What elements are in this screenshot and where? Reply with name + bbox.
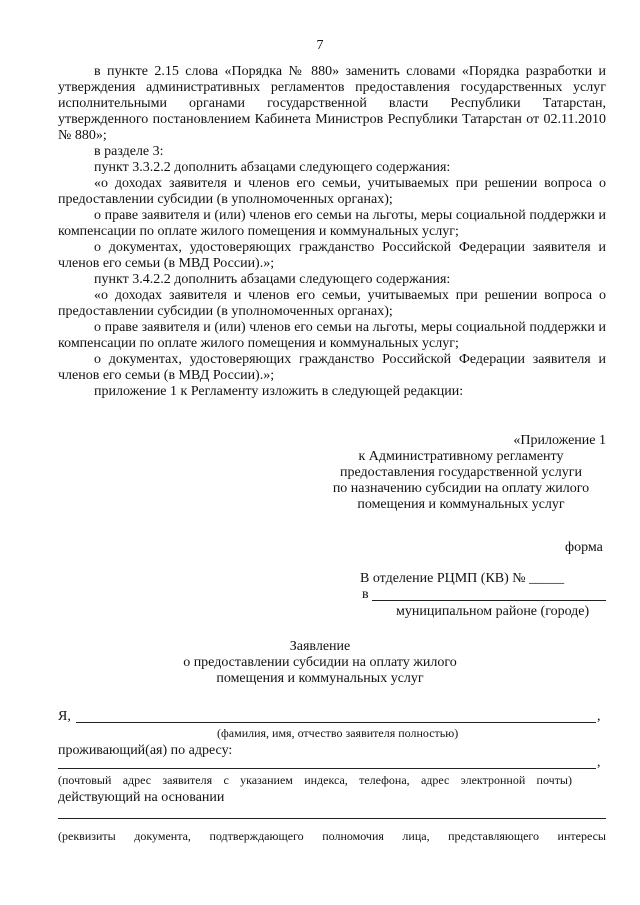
amendment-text [58,64,606,400]
address-comma: , [597,755,601,770]
paragraph: о праве заявителя и (или) членов его семьи на льготы, меры социальной поддержки и компенсации по оплате жилого помещения и коммунальных услуг; [58,208,606,239]
appendix-line-5: помещения и коммунальных услуг [357,497,565,512]
paragraph: о документах, удостоверяющих гражданство Российской Федерации заявителя и членов его семьи (в МВД России).»; [58,240,606,271]
appendix-line-2: к Административному регламенту [358,449,564,464]
department-in-prefix: в [362,587,369,602]
paragraph: о праве заявителя и (или) членов его семьи на льготы, меры социальной поддержки и компенсации по оплате жилого помещения и коммунальных услуг; [58,320,606,351]
department-district: муниципальном районе (городе) [396,604,590,619]
basis-input-line[interactable] [58,818,606,819]
paragraph: «о доходах заявителя и членов его семьи, учитываемых при решении вопроса о предоставлении субсидии (в уполномоченных органах); [58,288,606,319]
department-blank-line[interactable] [372,600,606,601]
statement-subtitle-1: о предоставлении субсидии на оплату жилого [183,655,457,670]
address-input-line[interactable] [58,768,596,769]
basis-label: действующий на основании [58,790,225,805]
paragraph: приложение 1 к Регламенту изложить в следующей редакции: [94,384,464,399]
name-caption: (фамилия, имя, отчество заявителя полностью) [217,726,459,740]
form-label: форма [565,540,603,555]
page-number: 7 [316,38,324,53]
appendix-line-3: предоставления государственной услуги [340,465,582,480]
paragraph: пункт 3.4.2.2 дополнить абзацами следующего содержания: [94,272,451,287]
paragraph: пункт 3.3.2.2 дополнить абзацами следующего содержания: [94,160,451,175]
appendix-heading [316,433,606,513]
paragraph: в разделе 3: [94,144,164,159]
name-input-line[interactable] [76,722,596,723]
paragraph: в пункте 2.15 слова «Порядка № 880» заменить словами «Порядка разработки и утверждения административных регламентов предоставления государственных услуг исполнительными органами государственной власти Республики Татарстан, утвержденного постановлением Кабинета Министров Республики Татарстан от 02.11.2010 № 880»; [58,64,606,143]
paragraph: о документах, удостоверяющих гражданство Российской Федерации заявителя и членов его семьи (в МВД России).»; [58,352,606,383]
ya-label: Я, [58,709,71,724]
address-label: проживающий(ая) по адресу: [58,743,233,758]
basis-caption: (реквизиты документа, подтверждающего полномочия лица, представляющего интересы [58,829,606,843]
statement-subtitle-2: помещения и коммунальных услуг [216,671,424,686]
appendix-line-1: «Приложение 1 [513,433,606,448]
department-line: В отделение РЦМП (КВ) № _____ [360,571,565,586]
appendix-line-4: по назначению субсидии на оплату жилого [332,481,590,496]
address-caption: (почтовый адрес заявителя с указанием индекса, телефона, адрес электронной почты) [58,773,572,787]
statement-title: Заявление [289,639,351,654]
name-comma: , [597,709,601,724]
paragraph: «о доходах заявителя и членов его семьи, учитываемых при решении вопроса о предоставлении субсидии (в уполномоченных органах); [58,176,606,207]
